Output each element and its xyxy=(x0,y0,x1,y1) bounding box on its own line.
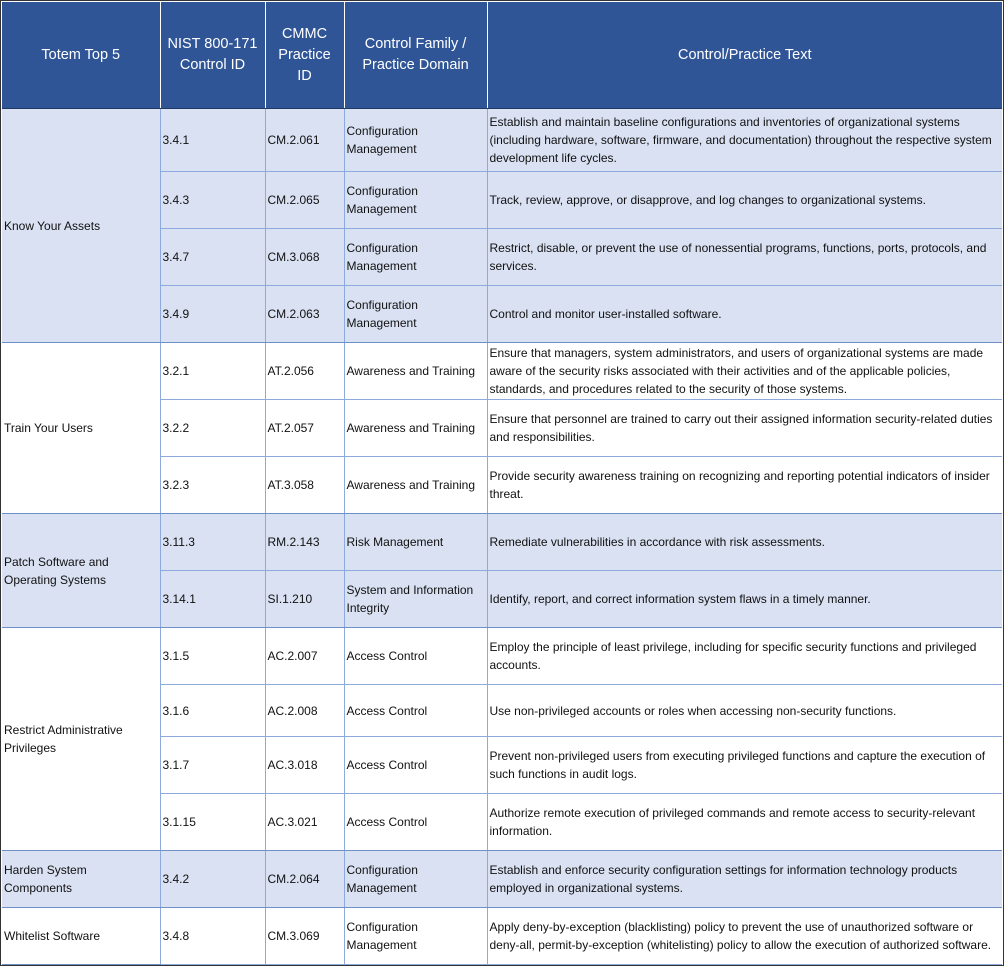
header-row xyxy=(2,2,1002,109)
cmmc-id-cell: AT.2.057 xyxy=(265,400,344,457)
controls-table xyxy=(2,2,1002,965)
nist-id-cell: 3.4.3 xyxy=(160,172,265,229)
nist-id-cell: 3.4.1 xyxy=(160,109,265,172)
control-text-cell: Prevent non-privileged users from executing privileged functions and capture the execution of such functions in audit logs. xyxy=(487,737,1002,794)
control-text-cell: Establish and enforce security configuration settings for information technology products employed in organizational systems. xyxy=(487,851,1002,908)
table-row xyxy=(2,514,1002,571)
table-row xyxy=(2,628,1002,685)
header-cmmc-practice-id: CMMC Practice ID xyxy=(265,2,344,109)
cmmc-id-cell: CM.2.061 xyxy=(265,109,344,172)
nist-id-cell: 3.1.6 xyxy=(160,685,265,737)
cmmc-id-cell: AT.2.056 xyxy=(265,343,344,400)
family-cell: Awareness and Training xyxy=(344,400,487,457)
cmmc-id-cell: AC.3.018 xyxy=(265,737,344,794)
cmmc-id-cell: AT.3.058 xyxy=(265,457,344,514)
family-cell: Configuration Management xyxy=(344,229,487,286)
family-cell: Access Control xyxy=(344,685,487,737)
nist-id-cell: 3.1.7 xyxy=(160,737,265,794)
family-cell: Access Control xyxy=(344,628,487,685)
family-cell: Configuration Management xyxy=(344,109,487,172)
control-text-cell: Identify, report, and correct information system flaws in a timely manner. xyxy=(487,571,1002,628)
nist-id-cell: 3.2.2 xyxy=(160,400,265,457)
control-text-cell: Provide security awareness training on recognizing and reporting potential indicators of insider threat. xyxy=(487,457,1002,514)
family-cell: Awareness and Training xyxy=(344,343,487,400)
group-restrict-admin-privileges: Restrict Administrative Privileges xyxy=(2,628,160,851)
cmmc-id-cell: CM.2.063 xyxy=(265,286,344,343)
family-cell: Access Control xyxy=(344,794,487,851)
control-text-cell: Ensure that personnel are trained to carry out their assigned information security-related duties and responsibilities. xyxy=(487,400,1002,457)
group-know-your-assets: Know Your Assets xyxy=(2,109,160,343)
nist-id-cell: 3.1.15 xyxy=(160,794,265,851)
cmmc-id-cell: AC.3.021 xyxy=(265,794,344,851)
nist-id-cell: 3.2.3 xyxy=(160,457,265,514)
cmmc-id-cell: CM.2.064 xyxy=(265,851,344,908)
family-cell: Configuration Management xyxy=(344,908,487,965)
nist-id-cell: 3.4.9 xyxy=(160,286,265,343)
control-text-cell: Remediate vulnerabilities in accordance with risk assessments. xyxy=(487,514,1002,571)
table-row xyxy=(2,908,1002,965)
control-text-cell: Authorize remote execution of privileged commands and remote access to security-relevant information. xyxy=(487,794,1002,851)
family-cell: Risk Management xyxy=(344,514,487,571)
group-whitelist-software: Whitelist Software xyxy=(2,908,160,965)
cmmc-id-cell: AC.2.007 xyxy=(265,628,344,685)
control-text-cell: Employ the principle of least privilege, including for specific security functions and privileged accounts. xyxy=(487,628,1002,685)
control-text-cell: Apply deny-by-exception (blacklisting) policy to prevent the use of unauthorized software or deny-all, permit-by-exception (whitelisting) policy to allow the execution of authorized software. xyxy=(487,908,1002,965)
family-cell: Configuration Management xyxy=(344,172,487,229)
header-totem-top-5: Totem Top 5 xyxy=(2,2,160,109)
control-text-cell: Establish and maintain baseline configurations and inventories of organizational systems (including hardware, software, firmware, and documentation) throughout the respective system development life cycles. xyxy=(487,109,1002,172)
cmmc-id-cell: RM.2.143 xyxy=(265,514,344,571)
nist-id-cell: 3.14.1 xyxy=(160,571,265,628)
control-text-cell: Restrict, disable, or prevent the use of nonessential programs, functions, ports, protocols, and services. xyxy=(487,229,1002,286)
group-harden-system-components: Harden System Components xyxy=(2,851,160,908)
family-cell: Configuration Management xyxy=(344,851,487,908)
group-patch-software: Patch Software and Operating Systems xyxy=(2,514,160,628)
family-cell: Access Control xyxy=(344,737,487,794)
control-text-cell: Use non-privileged accounts or roles when accessing non-security functions. xyxy=(487,685,1002,737)
family-cell: Configuration Management xyxy=(344,286,487,343)
table-row xyxy=(2,109,1002,172)
cmmc-id-cell: CM.3.069 xyxy=(265,908,344,965)
control-text-cell: Track, review, approve, or disapprove, and log changes to organizational systems. xyxy=(487,172,1002,229)
nist-id-cell: 3.4.7 xyxy=(160,229,265,286)
control-text-cell: Control and monitor user-installed software. xyxy=(487,286,1002,343)
group-train-your-users: Train Your Users xyxy=(2,343,160,514)
control-text-cell: Ensure that managers, system administrators, and users of organizational systems are made aware of the security risks associated with their activities and of the applicable policies, standards, and procedures related to the security of those systems. xyxy=(487,343,1002,400)
cmmc-id-cell: AC.2.008 xyxy=(265,685,344,737)
header-control-text: Control/Practice Text xyxy=(487,2,1002,109)
nist-id-cell: 3.2.1 xyxy=(160,343,265,400)
nist-id-cell: 3.1.5 xyxy=(160,628,265,685)
nist-id-cell: 3.4.8 xyxy=(160,908,265,965)
header-nist-control-id: NIST 800-171 Control ID xyxy=(160,2,265,109)
cmmc-id-cell: CM.3.068 xyxy=(265,229,344,286)
nist-id-cell: 3.4.2 xyxy=(160,851,265,908)
table-row xyxy=(2,851,1002,908)
family-cell: System and Information Integrity xyxy=(344,571,487,628)
family-cell: Awareness and Training xyxy=(344,457,487,514)
table-row xyxy=(2,343,1002,400)
cmmc-id-cell: CM.2.065 xyxy=(265,172,344,229)
nist-id-cell: 3.11.3 xyxy=(160,514,265,571)
cmmc-id-cell: SI.1.210 xyxy=(265,571,344,628)
header-control-family: Control Family / Practice Domain xyxy=(344,2,487,109)
